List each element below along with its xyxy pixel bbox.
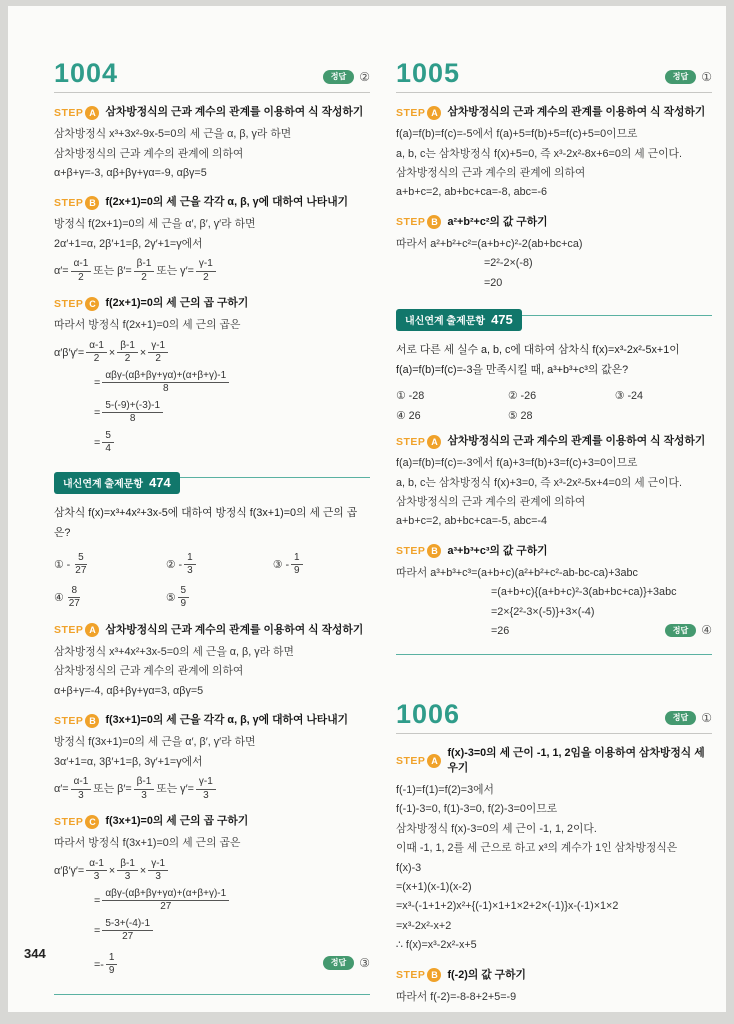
linked-badge [54,472,180,494]
step-label: STEP [54,624,84,637]
answer-badge [665,711,712,728]
step-header [396,434,712,449]
solution-line: α′= $\frac{\alpha-1}{3}$ 또는 β′= $\frac{\beta-1}{3}$ 또는 γ′= $\frac{\gamma-1}{3}$ [54,776,370,802]
step-label: STEP [396,545,426,558]
solution-line: f(a)=f(b)=f(c)=-3에서 f(a)+3=f(b)+3=f(c)+3=0이므로 [396,457,638,470]
book-page [8,6,726,1012]
step-label: STEP [396,216,426,229]
solution-line: 삼차방정식의 근과 계수의 관계에 의하여 [54,665,244,678]
step-title: 삼차방정식의 근과 계수의 관계를 이용하여 식 작성하기 [447,435,706,448]
solution-line: 따라서 f(-2)=-8-8+2+5=-9 [396,990,517,1003]
solution-line: a+b+c=2, ab+bc+ca=-5, abc=-4 [396,515,547,528]
step-letter-badge: C [85,815,99,829]
right-column [396,60,712,1007]
step-label: STEP [396,969,426,982]
option-1: ① -28 [396,390,425,403]
answer-badge [665,70,712,87]
solution-line: f(x)-3 [396,861,422,874]
step-title: a³+b³+c³의 값 구하기 [447,544,548,557]
step-header [54,814,370,829]
solution-line: 이때 -1, 1, 2를 세 근으로 하고 x³의 계수가 1인 삼차방정식은 [396,842,678,855]
option-5: ⑤ 28 [507,410,533,423]
step-label: STEP [54,714,84,727]
answer-pill-label: 정답 [665,711,696,725]
answer-badge [665,623,712,640]
step-header [396,105,712,120]
step-title: f(3x+1)=0의 세 근을 각각 α, β, γ에 대하여 나타내기 [105,714,349,727]
step-letter-badge: B [85,196,99,210]
step-header [396,746,712,776]
divider-line [180,477,370,478]
linked-header [396,309,712,331]
question-text: 삼차식 f(x)=x³+4x²+3x-5에 대하여 방정식 f(3x+1)=0의 세 근의 곱은? [54,506,358,539]
problem-header [54,60,370,93]
solution-line: α+β+γ=-3, αβ+βγ+γα=-9, αβγ=5 [54,166,207,179]
answer-choice-number: ① [701,70,712,84]
problem-number: 1004 [54,58,119,88]
equation-line: = $\frac{5-3+(-4)-1}{27}$ [94,918,370,944]
linked-problem-number: 475 [491,312,513,328]
final-answer-line [54,948,370,982]
solution-line: 삼차방정식 f(x)-3=0의 세 근이 -1, 1, 2이다. [396,822,597,835]
solution-line: 삼차방정식의 근과 계수의 관계에 의하여 [396,166,586,179]
equation-line: =x³-2x²-x+2 [396,919,452,932]
equation-line: ∴ f(x)=x³-2x²-x+5 [396,939,477,952]
step-label: STEP [396,435,426,448]
two-column-layout [8,6,726,1007]
step-title: f(2x+1)=0의 세 근의 곱 구하기 [105,297,249,310]
step-title: f(-2)의 값 구하기 [447,968,526,981]
solution-line: a, b, c는 삼차방정식 f(x)+3=0, 즉 x³-2x²-5x+4=0의 세 근이다. [396,476,682,489]
equation-line: = $\frac{5-(-9)+(-3)-1}{8}$ [94,400,370,426]
problem-1004 [54,60,370,456]
linked-badge [396,309,522,331]
problem-number: 1006 [396,698,461,729]
solution-line: 삼차방정식의 근과 계수의 관계에 의하여 [396,496,586,509]
equation-line: =(x+1)(x-1)(x-2) [396,881,472,894]
answer-pill-label: 정답 [323,70,354,84]
option-2: ② - $\frac{1}{3}$ [166,552,273,578]
solution-line: 따라서 방정식 f(3x+1)=0의 세 근의 곱은 [54,837,241,850]
step-letter-badge: B [427,968,441,982]
equation-line: =- $\frac{1}{9}$ [94,952,119,978]
option-3: ③ - $\frac{1}{9}$ [273,552,370,578]
question-text: 서로 다른 세 실수 a, b, c에 대하여 삼차식 f(x)=x³-2x²-5x+1이 f(a)=f(b)=f(c)=-3을 만족시킬 때, a³+b³+c³의 값은? [396,344,680,377]
step-label: STEP [396,106,426,119]
equation-line: = $\frac{\text{αβγ-(αβ+βγ+γα)+(α+β+γ)-1}}{27}$ [94,888,370,914]
section-divider [54,994,370,995]
equation-line: = $\frac{\text{αβγ-(αβ+βγ+γα)+(α+β+γ)-1}}{8}$ [94,370,370,396]
problem-number: 1005 [396,58,461,88]
problem-header [396,60,712,93]
problem-1005 [396,60,712,293]
answer-choice-number: ① [701,710,712,725]
option-4: ④ $\frac{8}{27}$ [54,584,80,610]
step-header [54,713,370,728]
answer-choice-number: ③ [359,956,370,971]
solution-line: 삼차방정식 x³+4x²+3x-5=0의 세 근을 α, β, γ라 하면 [54,645,294,658]
solution-line: f(a)=f(b)=f(c)=-5에서 f(a)+5=f(b)+5=f(c)+5=0이므로 [396,128,638,141]
step-letter-badge: A [427,754,441,768]
answer-options [396,389,712,422]
solution-line: 2α′+1=α, 2β′+1=β, 2γ′+1=γ에서 [54,237,203,250]
step-header [54,296,370,311]
section-divider [396,654,712,655]
solution-line: 3α′+1=α, 3β′+1=β, 3γ′+1=γ에서 [54,755,203,768]
option-5: ⑤ $\frac{5}{9}$ [166,585,273,611]
option-1: ① - $\frac{5}{27}$ [54,551,87,577]
solution-line: 따라서 a²+b²+c²=(a+b+c)²-2(ab+bc+ca) [396,237,583,250]
solution-line: α′= $\frac{\alpha-1}{2}$ 또는 β′= $\frac{\beta-1}{2}$ 또는 γ′= $\frac{\gamma-1}{2}$ [54,258,370,284]
step-letter-badge: A [427,435,441,449]
step-title: 삼차방정식의 근과 계수의 관계를 이용하여 식 작성하기 [105,106,364,118]
step-letter-badge: B [427,215,441,229]
step-letter-badge: C [85,297,99,311]
step-label: STEP [54,815,84,828]
equation-line: =2×{2²-3×(-5)}+3×(-4) [491,605,595,618]
step-title: a²+b²+c²의 값 구하기 [447,215,548,228]
problem-header [396,698,712,734]
step-label: STEP [54,106,84,119]
step-header [396,544,712,559]
final-answer-line [396,622,712,641]
answer-pill-label: 정답 [665,624,696,638]
equation-line: =(a+b+c){(a+b+c)²-3(ab+bc+ca)}+3abc [491,586,677,599]
equation-line: =x³-(-1+1+2)x²+{(-1)×1+1×2+2×(-1)}x-(-1)×1×2 [396,900,619,913]
solution-line: f(-1)-3=0, f(1)-3=0, f(2)-3=0이므로 [396,803,558,816]
step-title: f(2x+1)=0의 세 근을 각각 α, β, γ에 대하여 나타내기 [105,196,349,209]
solution-line: 따라서 방정식 f(2x+1)=0의 세 근의 곱은 [54,319,241,332]
step-letter-badge: B [85,714,99,728]
answer-badge [323,70,370,87]
answer-badge [323,956,370,973]
step-label: STEP [54,297,84,310]
linked-problem-number: 474 [149,474,171,490]
problem-1006 [396,698,712,1008]
step-title: f(x)-3=0의 세 근이 -1, 1, 2임을 이용하여 삼차방정식 세우기 [447,746,705,774]
solution-line: α+β+γ=-4, αβ+βγ+γα=3, αβγ=5 [54,684,204,697]
step-header [396,215,712,230]
left-column [54,60,370,1007]
answer-pill-label: 정답 [665,70,696,84]
step-letter-badge: B [427,544,441,558]
answer-pill-label: 정답 [323,956,354,970]
solution-line: f(-1)=f(1)=f(2)=3에서 [396,783,494,796]
solution-line: 따라서 a³+b³+c³=(a+b+c)(a²+b²+c²-ab-bc-ca)+3abc [396,567,638,580]
linked-badge-label: 내신연계 출제문항 [63,478,144,490]
linked-badge-label: 내신연계 출제문항 [405,316,486,328]
solution-line: a, b, c는 삼차방정식 f(x)+5=0, 즉 x³-2x²-8x+6=0의 세 근이다. [396,147,682,160]
equation-line: =20 [484,276,503,289]
equation-line: = $\frac{5}{4}$ [94,430,370,456]
step-letter-badge: A [427,106,441,120]
option-4: ④ 26 [396,410,421,423]
equation-line: =2²-2×(-8) [484,257,533,270]
linked-problem-474 [54,472,370,995]
linked-header [54,472,370,494]
solution-line: 방정식 f(3x+1)=0의 세 근을 α′, β′, γ′라 하면 [54,736,256,749]
equation-line: α′β′γ′= $\frac{\alpha-1}{3}$ × $\frac{\beta-1}{3}$ × $\frac{\gamma-1}{3}$ [54,858,370,884]
step-header [54,105,370,120]
step-label: STEP [54,196,84,209]
equation-line: α′β′γ′= $\frac{\alpha-1}{2}$ × $\frac{\beta-1}{2}$ × $\frac{\gamma-1}{2}$ [54,340,370,366]
solution-line: 삼차방정식의 근과 계수의 관계에 의하여 [54,147,244,160]
step-title: 삼차방정식의 근과 계수의 관계를 이용하여 식 작성하기 [105,623,364,636]
step-letter-badge: A [85,623,99,637]
step-header [396,968,712,983]
step-title: f(3x+1)=0의 세 근의 곱 구하기 [105,815,249,828]
solution-line: 방정식 f(2x+1)=0의 세 근을 α′, β′, γ′라 하면 [54,218,256,231]
linked-problem-475 [396,309,712,655]
answer-choice-number: ② [359,70,370,84]
option-3: ③ -24 [614,390,644,403]
step-letter-badge: A [85,106,99,120]
answer-options [54,552,370,611]
step-title: 삼차방정식의 근과 계수의 관계를 이용하여 식 작성하기 [447,106,706,118]
step-label: STEP [396,754,426,767]
option-2: ② -26 [507,390,537,403]
solution-line: a+b+c=2, ab+bc+ca=-8, abc=-6 [396,186,547,199]
solution-line: 삼차방정식 x³+3x²-9x-5=0의 세 근을 α, β, γ라 하면 [54,128,292,141]
answer-choice-number: ④ [701,623,712,638]
step-header [54,195,370,210]
page-number: 344 [24,946,46,961]
step-header [54,623,370,638]
equation-line: =26 [491,625,510,638]
divider-line [522,315,712,316]
